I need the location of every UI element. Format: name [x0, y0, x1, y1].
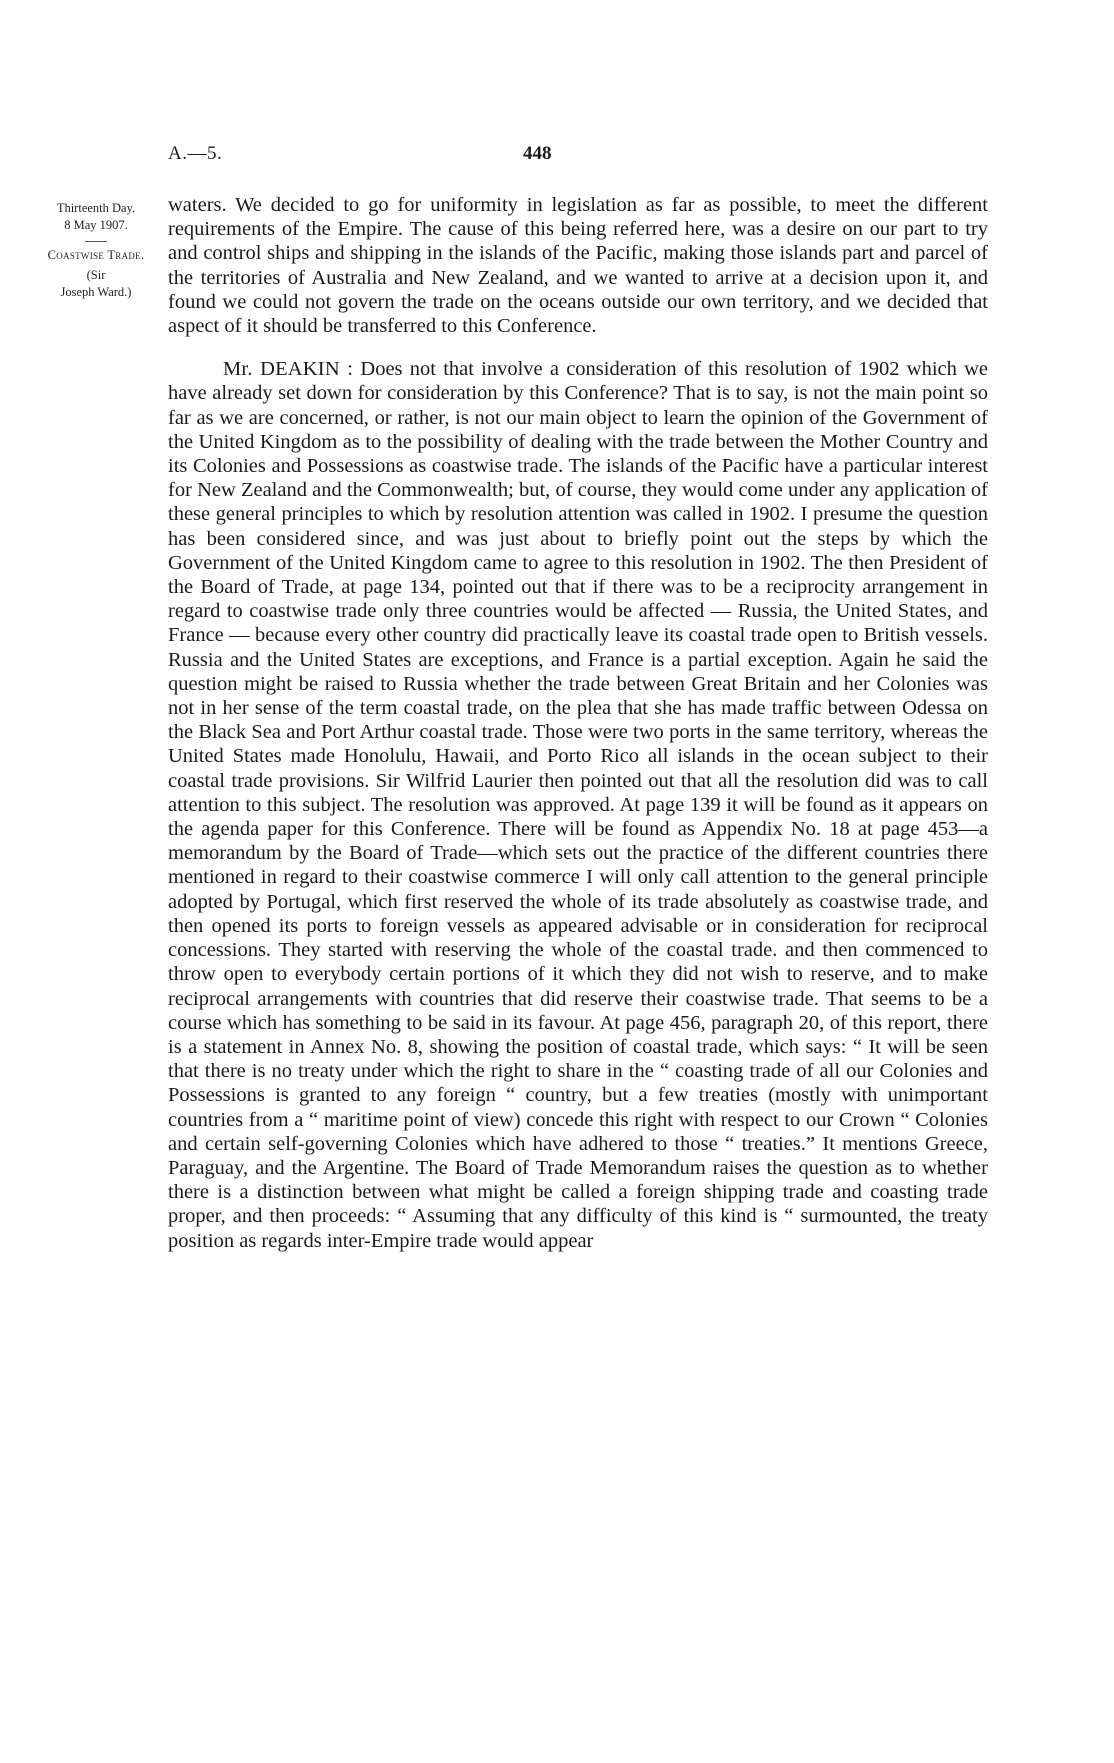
margin-note-topic: Coastwise Trade.	[47, 248, 145, 262]
margin-note-day: Thirteenth Day.	[56, 201, 136, 215]
document-reference: A.—5.	[168, 143, 223, 164]
margin-notes	[30, 200, 162, 301]
margin-note-speaker-line2: Joseph Ward.)	[60, 285, 132, 299]
margin-note-speaker-line1: (Sir	[86, 268, 106, 282]
margin-note-date: 8 May 1907.	[64, 218, 128, 232]
page-number: 448	[523, 143, 552, 164]
body-text	[168, 193, 988, 1253]
speaker-name: Mr. DEAKIN :	[223, 358, 354, 381]
paragraph-deakin	[168, 357, 988, 1253]
paragraph-deakin-text: Does not that involve a consideration of this resolution of 1902 which we have already set down for consideration by this Conference? That is to say, is not the main point so far as we are concerned, or rather, is not our main object to learn the opinion of the Government of the United Kingdom as to the possibility of dealing with the trade between the Mother Country and its Colonies and Possessions as coastwise trade. The islands of the Pacific have a particular interest for New Zealand and the Commonwealth; but, of course, they would come under any application of these general principles to which by resolution attention was called in 1902. I presume the question has been considered since, and was just about to briefly point out the steps by which the Government of the United Kingdom came to agree to this resolution in 1902. The then President of the Board of Trade, at page 134, pointed out that if there was to be a reciprocity arrangement in regard to coastwise trade only three countries would be affected — Russia, the United States, and France — because every other country did practically leave its coastal trade open to British vessels. Russia and the United States are exceptions, and France is a partial exception. Again he said the question might be raised to Russia whether the trade between Great Britain and her Colonies was not in her sense of the term coastal trade, on the plea that she has made traffic between Odessa on the Black Sea and Port Arthur coastal trade. Those were two ports in the same territory, whereas the United States made Honolulu, Hawaii, and Porto Rico all islands in the ocean subject to their coastal trade provisions. Sir Wilfrid Laurier then pointed out that all the resolution did was to call attention to this subject. The resolution was approved. At page 139 it will be found as it appears on the agenda paper for this Conference. There will be found as Appendix No. 18 at page 453—a memorandum by the Board of Trade—which sets out the practice of the different countries there mentioned in regard to their coastwise commerce I will only call attention to the general principle adopted by Portugal, which first reserved the whole of its trade absolutely as coastwise trade, and then opened its ports to foreign vessels as appeared advisable or in consideration for reciprocal concessions. They started with reserving the whole of the coastal trade. and then commenced to throw open to everybody certain portions of it which they did not wish to reserve, and to make reciprocal arrangements with countries that did reserve their coastwise trade. That seems to be a course which has something to be said in its favour. At page 456, paragraph 20, of this report, there is a statement in Annex No. 8, showing the position of coastal trade, which says: “ It will be seen that there is no treaty under which the right to share in the “ coasting trade of all our Colonies and Possessions is granted to any foreign “ country, but a few treaties (mostly with unimportant countries from a “ maritime point of view) concede this right with respect to our Crown “ Colonies and certain self-governing Colonies which have adhered to those “ treaties.” It mentions Greece, Paraguay, and the Argentine. The Board of Trade Memorandum raises the question as to whether there is a distinction between what might be called a foreign shipping trade and coasting trade proper, and then proceeds: “ Assuming that any difficulty of this kind is “ surmounted, the treaty position as regards inter-Empire trade would appear	[168, 358, 989, 1252]
page-header	[168, 143, 988, 171]
paragraph-continuation: waters. We decided to go for uniformity in legislation as far as possible, to meet the different requirements of the Empire. The cause of this being referred here, was a desire on our part to try and control ships and shipping in the islands of the Pacific, making those islands part and parcel of the territories of Australia and New Zealand, and we wanted to arrive at a decision upon it, and found we could not govern the trade on the oceans outside our own territory, and we decided that aspect of it should be transferred to this Conference.	[168, 194, 988, 338]
margin-note-divider	[85, 241, 107, 242]
